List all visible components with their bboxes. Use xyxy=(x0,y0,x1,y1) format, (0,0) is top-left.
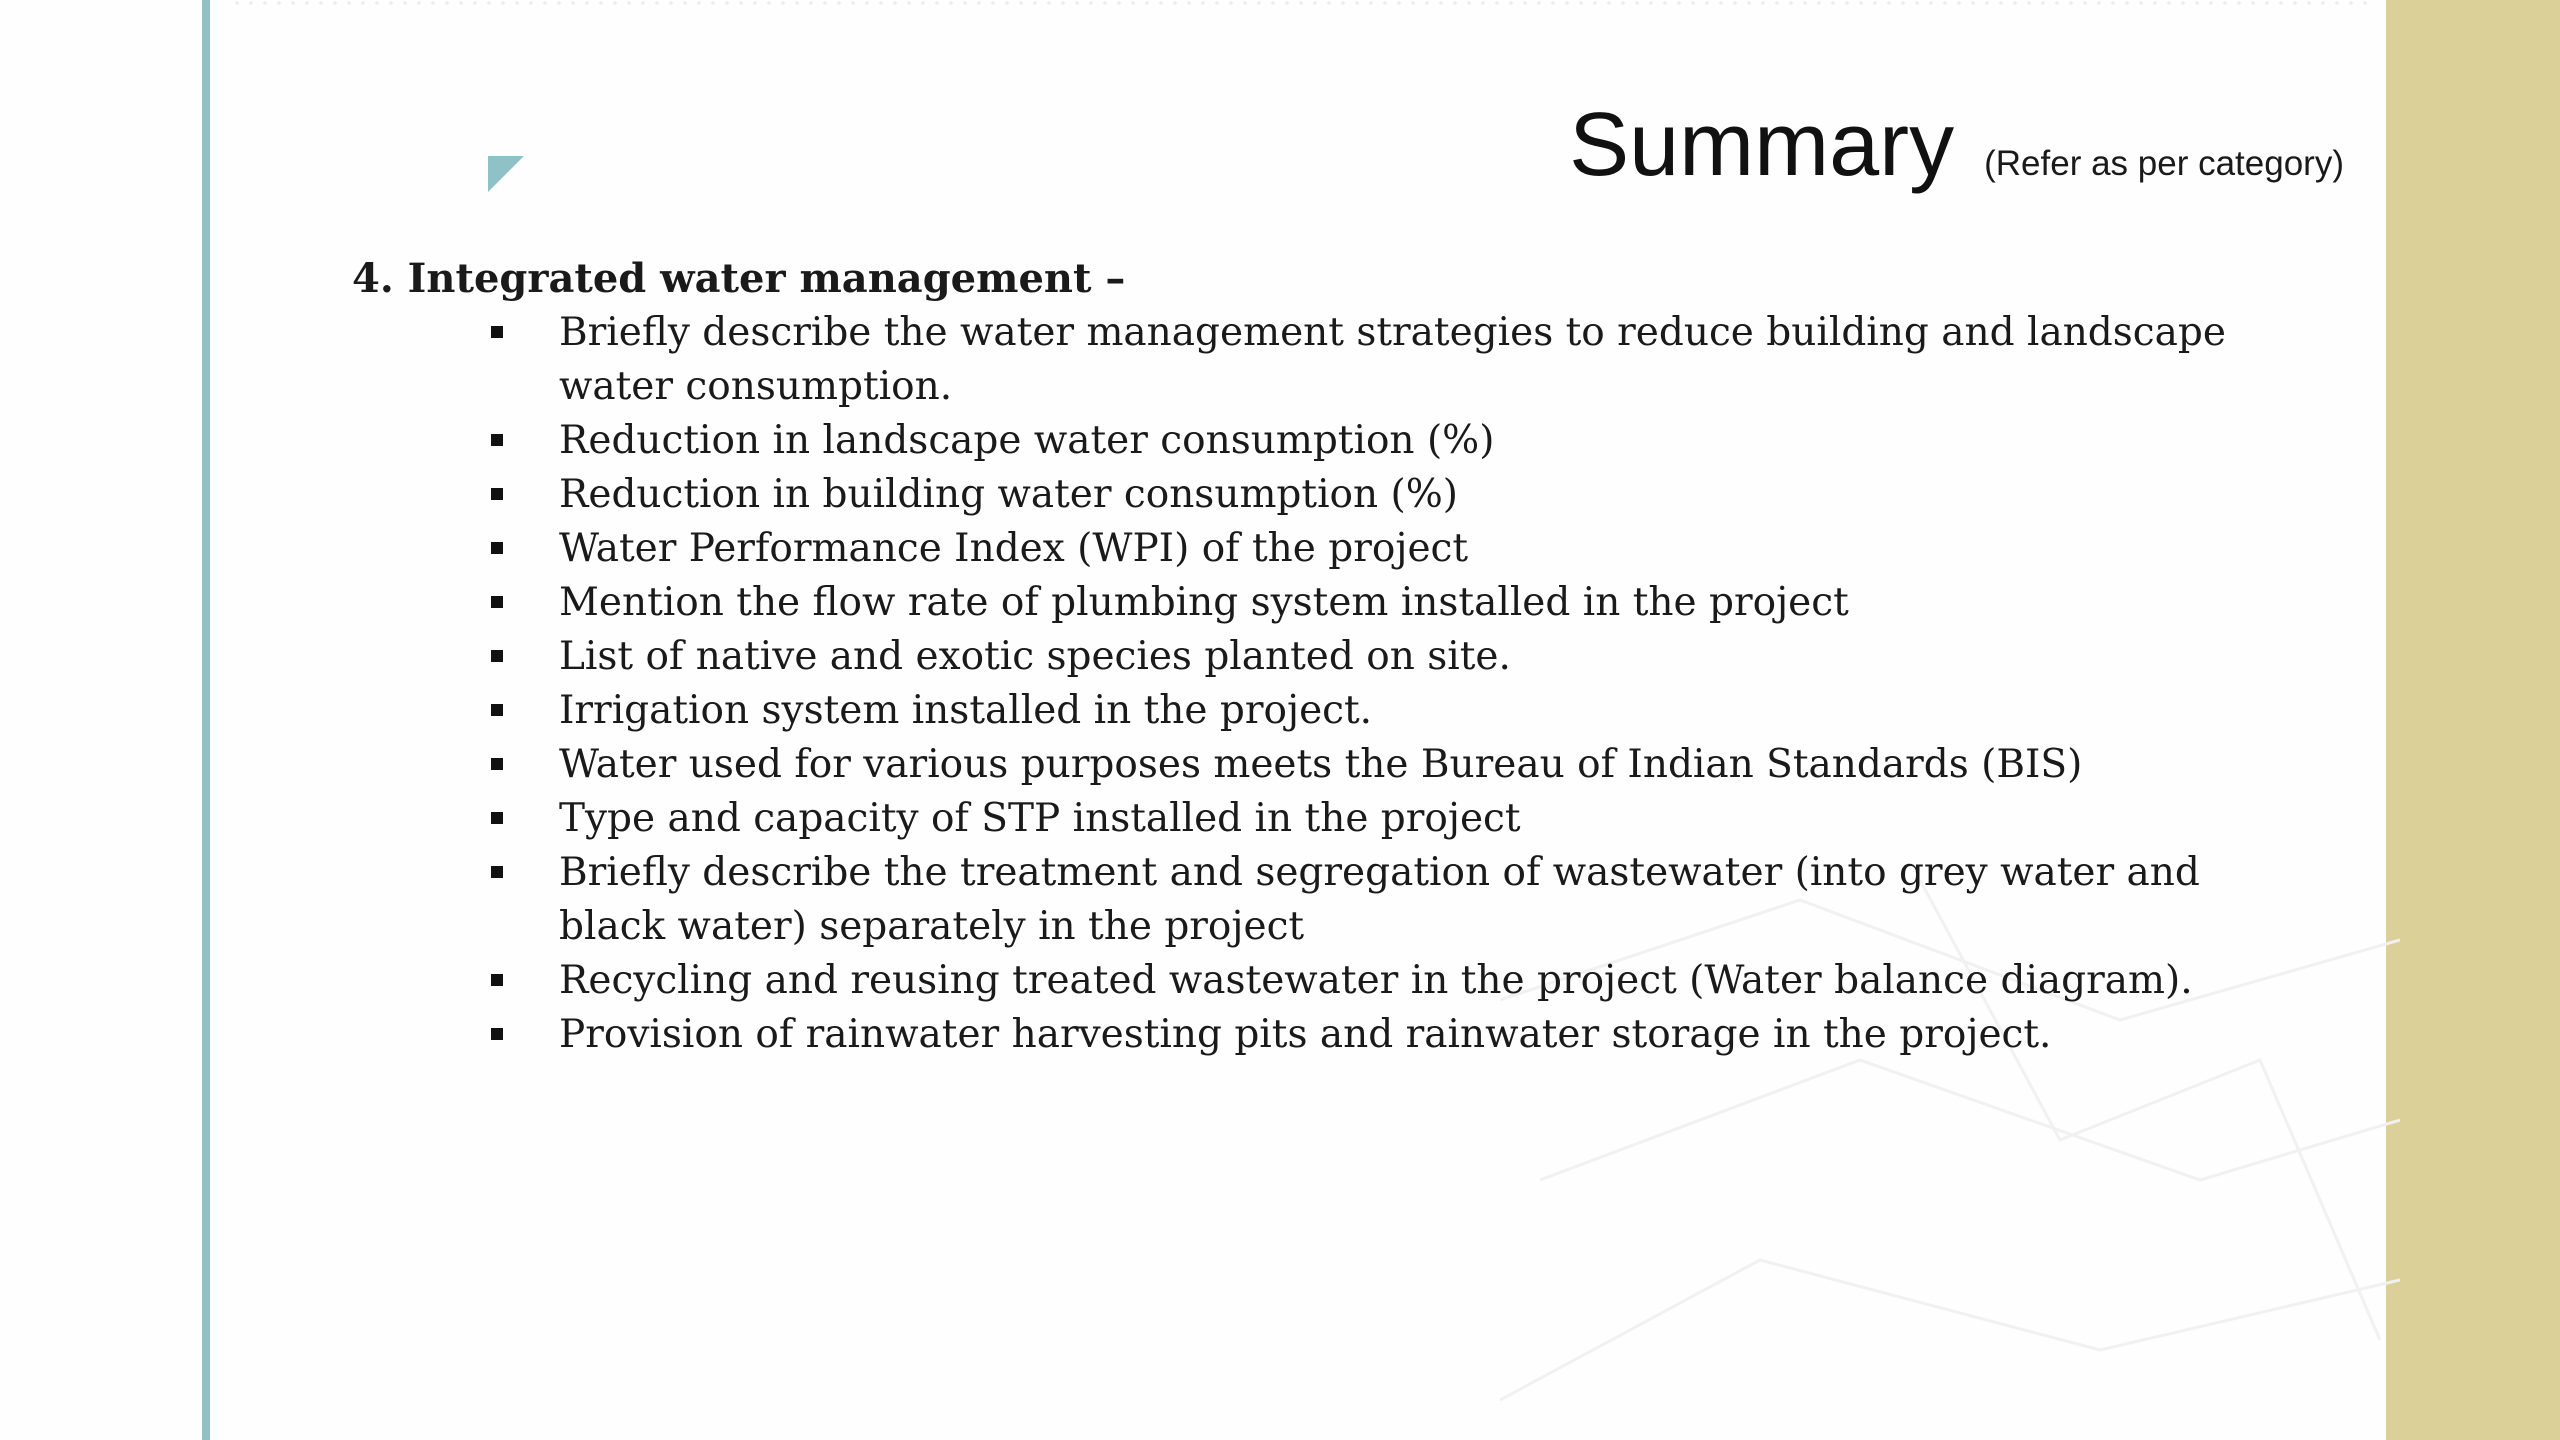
list-item-text: Type and capacity of STP installed in the project xyxy=(559,796,1521,841)
list-item xyxy=(352,738,2312,792)
right-accent-band xyxy=(2386,0,2560,1440)
slide-subtitle: (Refer as per category) xyxy=(1984,144,2344,183)
list-item-text: Water used for various purposes meets the Bureau of Indian Standards (BIS) xyxy=(559,742,2083,787)
triangle-corner-icon xyxy=(488,156,524,192)
square-bullet-icon xyxy=(491,434,503,446)
square-bullet-icon xyxy=(491,704,503,716)
list-item xyxy=(352,792,2312,846)
list-item xyxy=(352,1008,2312,1062)
content-section xyxy=(352,252,2312,1062)
list-item xyxy=(352,954,2312,1008)
square-bullet-icon xyxy=(491,758,503,770)
list-item xyxy=(352,630,2312,684)
square-bullet-icon xyxy=(491,812,503,824)
list-item-text: Mention the flow rate of plumbing system installed in the project xyxy=(559,580,1849,625)
list-item-text: Reduction in landscape water consumption (%) xyxy=(559,418,1495,463)
bullet-list xyxy=(352,306,2312,1062)
left-accent-rule xyxy=(202,0,210,1440)
list-item xyxy=(352,468,2312,522)
title-row xyxy=(1569,95,2344,195)
list-item xyxy=(352,306,2312,414)
square-bullet-icon xyxy=(491,542,503,554)
square-bullet-icon xyxy=(491,650,503,662)
square-bullet-icon xyxy=(491,596,503,608)
list-item-text: Water Performance Index (WPI) of the project xyxy=(559,526,1469,571)
list-item-text: Recycling and reusing treated wastewater in the project (Water balance diagram). xyxy=(559,958,2193,1003)
square-bullet-icon xyxy=(491,866,503,878)
list-item-text: Briefly describe the treatment and segregation of wastewater (into grey water and black water) separately in the project xyxy=(559,850,2200,949)
square-bullet-icon xyxy=(491,1028,503,1040)
top-dotted-border xyxy=(230,0,2370,6)
square-bullet-icon xyxy=(491,974,503,986)
list-item xyxy=(352,684,2312,738)
list-item-text: Briefly describe the water management strategies to reduce building and landscape water consumption. xyxy=(559,310,2226,409)
list-item-text: Reduction in building water consumption (%) xyxy=(559,472,1459,517)
list-item xyxy=(352,522,2312,576)
list-item xyxy=(352,576,2312,630)
list-item xyxy=(352,846,2312,954)
list-item-text: Provision of rainwater harvesting pits and rainwater storage in the project. xyxy=(559,1012,2052,1057)
square-bullet-icon xyxy=(491,326,503,338)
list-item-text: Irrigation system installed in the project. xyxy=(559,688,1373,733)
list-item-text: List of native and exotic species planted on site. xyxy=(559,634,1511,679)
list-item xyxy=(352,414,2312,468)
slide-title: Summary xyxy=(1569,95,1955,195)
square-bullet-icon xyxy=(491,488,503,500)
section-heading: 4. Integrated water management – xyxy=(352,255,1126,302)
